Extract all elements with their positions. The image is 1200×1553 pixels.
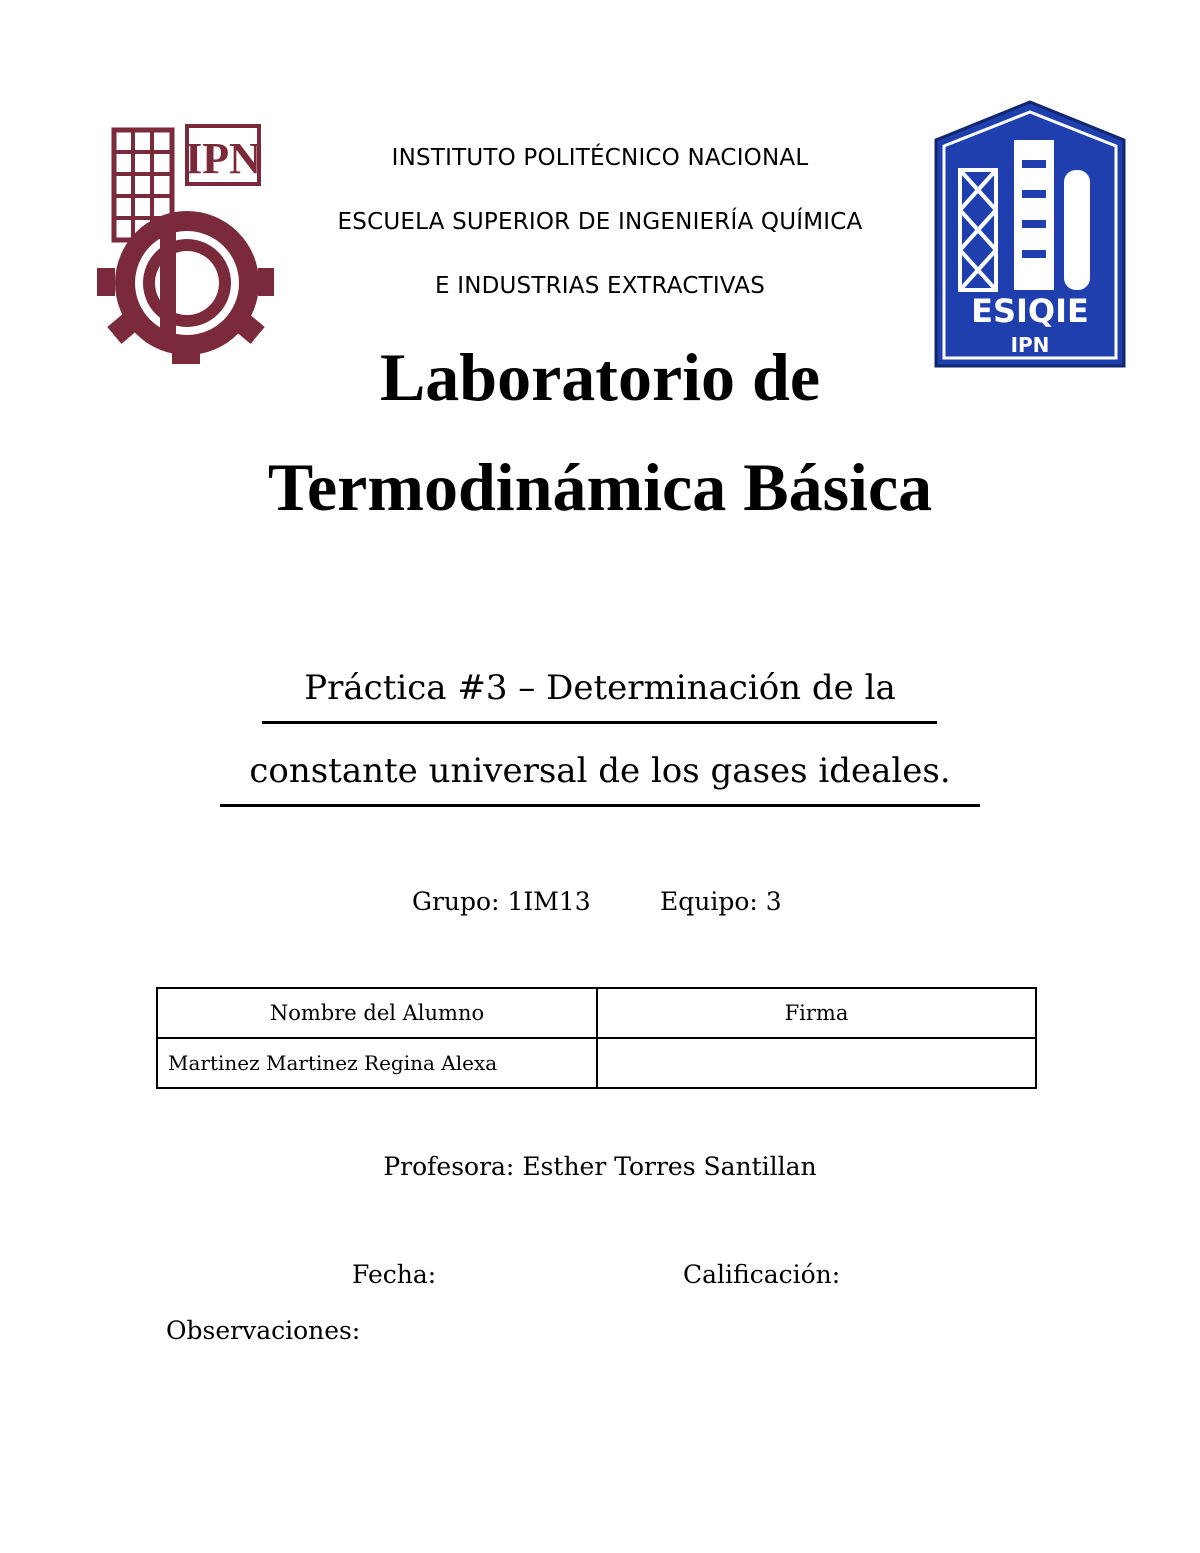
page-title-line1: Laboratorio de [379,339,821,415]
practice-underline-1 [262,721,937,724]
practice-title-line2: constante universal de los gases ideales. [249,751,951,791]
equipo-value: 3 [765,887,782,916]
table-header-row [157,988,1036,1038]
practice-underline-2 [220,804,980,807]
observaciones-label: Observaciones: [166,1316,361,1345]
students-table [156,987,1037,1089]
grupo-label: Grupo: [412,887,500,916]
table-row [157,1038,1036,1088]
student-name-cell: Martinez Martinez Regina Alexa [157,1038,597,1088]
esiqie-logo-sub: IPN [1010,333,1050,357]
practice-title-line1: Práctica #3 – Determinación de la [304,668,896,708]
header-student-name: Nombre del Alumno [157,988,597,1038]
school-name-line2: E INDUSTRIAS EXTRACTIVAS [434,273,766,299]
header-signature: Firma [597,988,1036,1038]
esiqie-logo-icon [932,100,1128,370]
institute-name: INSTITUTO POLITÉCNICO NACIONAL [391,145,809,171]
professor-name: Esther Torres Santillan [522,1152,817,1181]
esiqie-logo-text: ESIQIE [971,292,1089,330]
school-name-line1: ESCUELA SUPERIOR DE INGENIERÍA QUÍMICA [337,209,863,235]
grupo-value: 1IM13 [507,887,591,916]
professor-label: Profesora: [383,1152,515,1181]
calificacion-label: Calificación: [683,1260,841,1289]
group-info [412,887,591,916]
professor-line [0,1152,1200,1181]
page-title-line2: Termodinámica Básica [267,449,933,525]
equipo-label: Equipo: [660,887,758,916]
fecha-label: Fecha: [352,1260,437,1289]
ipn-logo-text: IPN [185,134,261,183]
signature-cell [597,1038,1036,1088]
team-info [660,887,782,916]
